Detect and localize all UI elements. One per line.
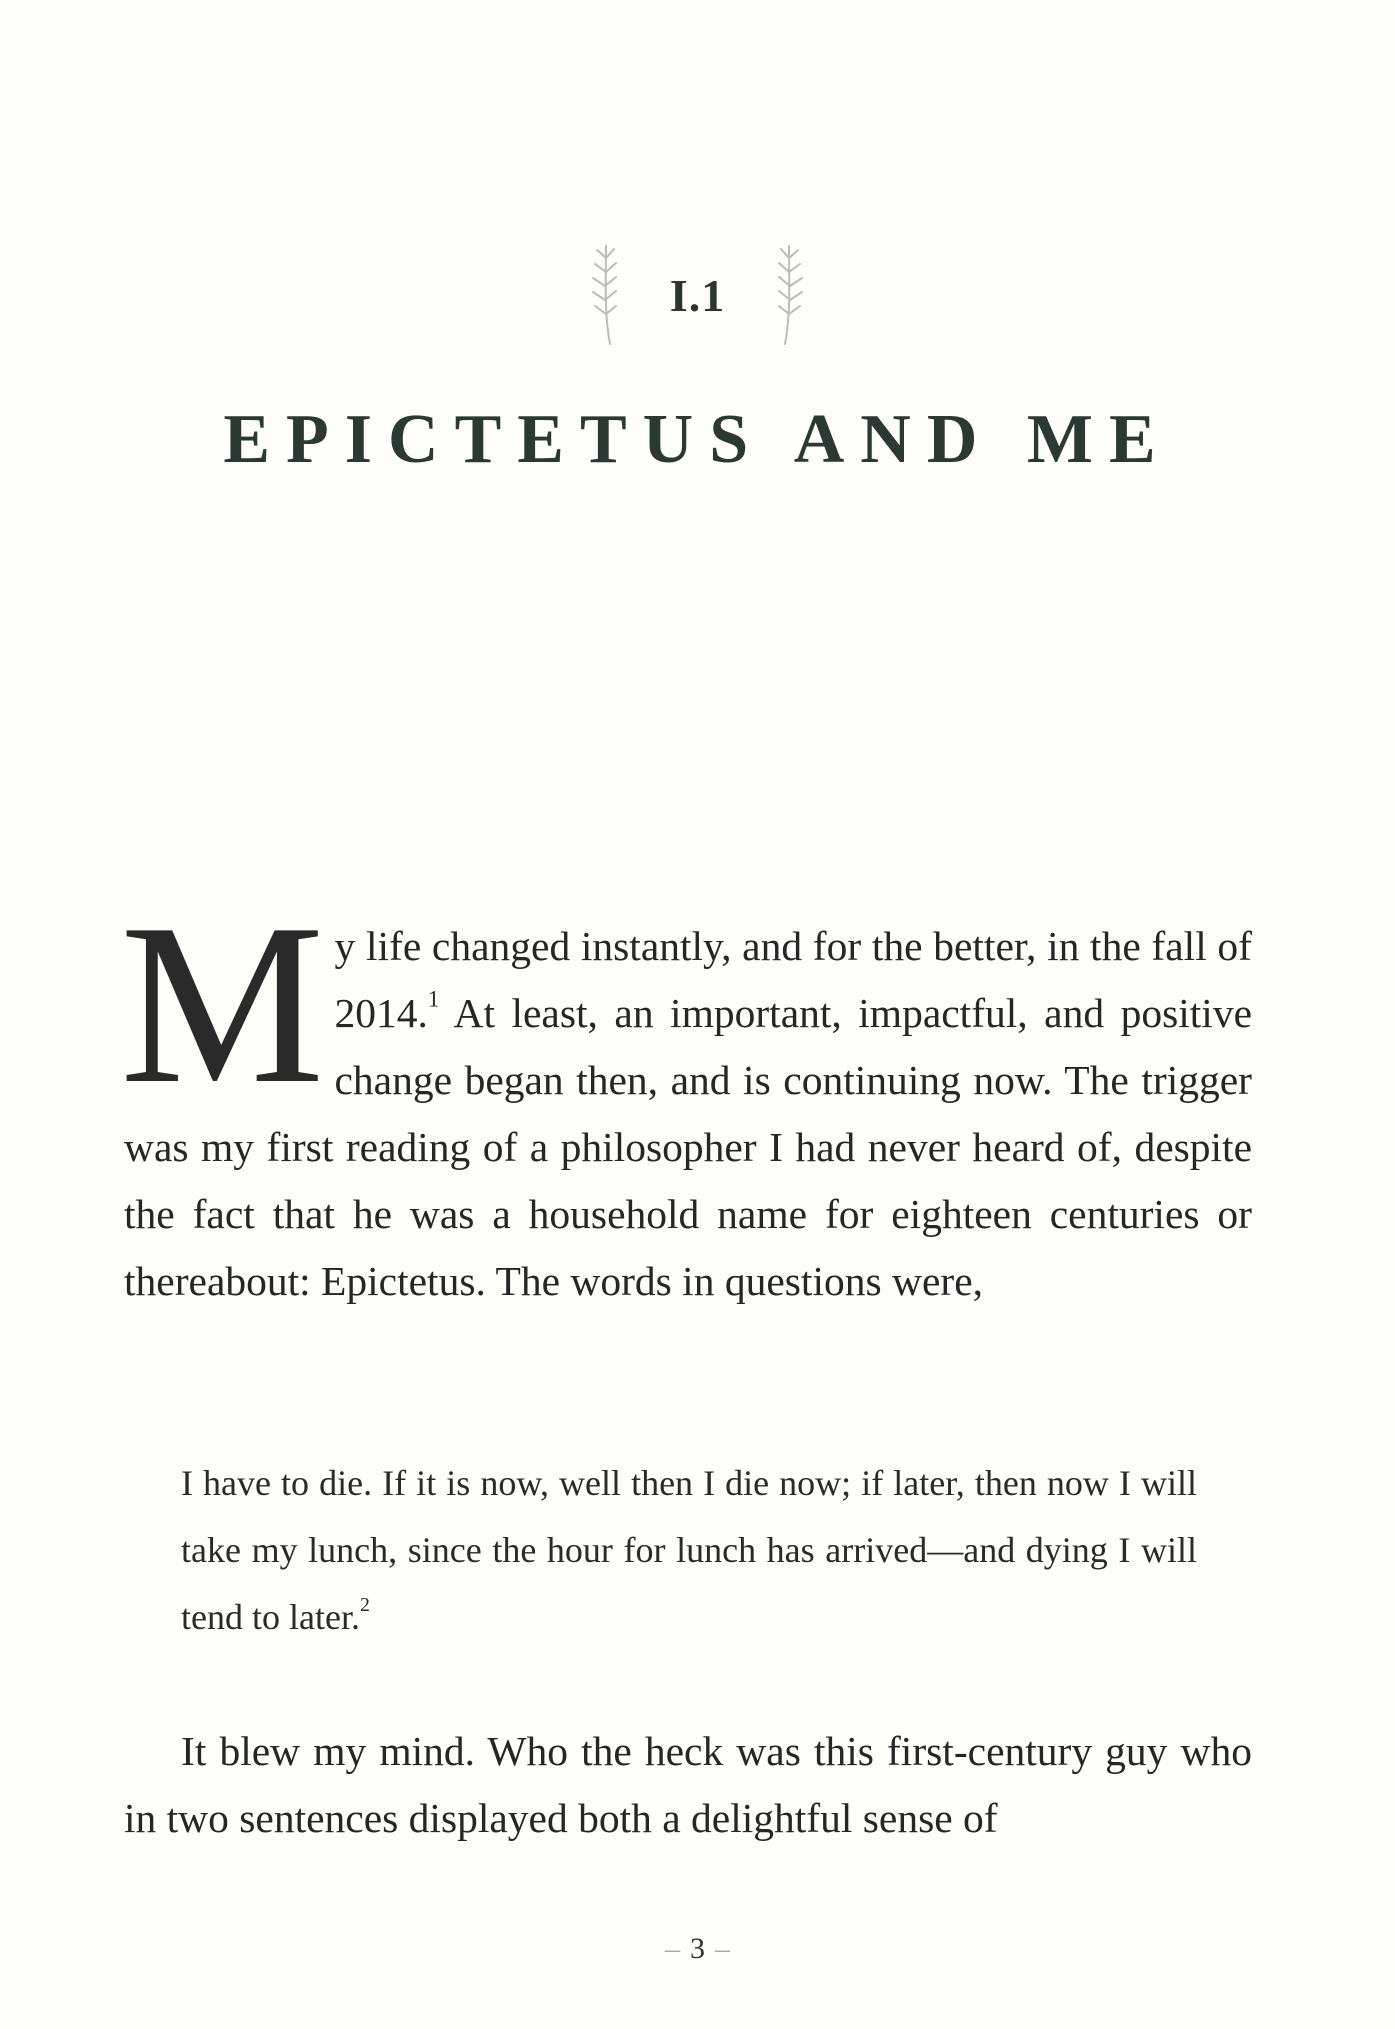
- laurel-branch-icon: [584, 242, 624, 348]
- opening-paragraph: [120, 876, 1252, 1315]
- drop-cap: M: [120, 876, 321, 1131]
- chapter-number-row: [0, 240, 1395, 350]
- folio-dash-left: –: [665, 1932, 680, 1965]
- paragraph-text: y life changed instantly, and for the better, in the fall of 2014.: [334, 923, 1252, 1036]
- footnote-marker: 1: [427, 986, 440, 1012]
- laurel-branch-icon: [771, 242, 811, 348]
- page-number-footer: [0, 1932, 1395, 1966]
- chapter-number: I.1: [669, 269, 726, 321]
- second-paragraph: It blew my mind. Who the heck was this first-century guy who in two sentences displayed both a delightful sense of: [124, 1728, 1252, 1841]
- chapter-heading: [0, 240, 1395, 350]
- folio-dash-right: –: [715, 1932, 730, 1965]
- chapter-title: EPICTETUS AND ME: [223, 401, 1172, 478]
- page-number: 3: [690, 1932, 705, 1965]
- footnote-marker: 2: [359, 1594, 370, 1617]
- block-quote: [181, 1450, 1197, 1651]
- paragraph-text-continued: At least, an important, impactful, and positive change began then, and is continuing now. The trigger was my first reading of a philosopher I had never heard of, despite the fact that he was a household name for eighteen centuries or thereabout: Epictetus. The words in questions were,: [124, 990, 1252, 1304]
- quote-text: I have to die. If it is now, well then I die now; if later, then now I will take my lunch, since the hour for lunch has arrived—and dying I will tend to later.: [181, 1463, 1197, 1637]
